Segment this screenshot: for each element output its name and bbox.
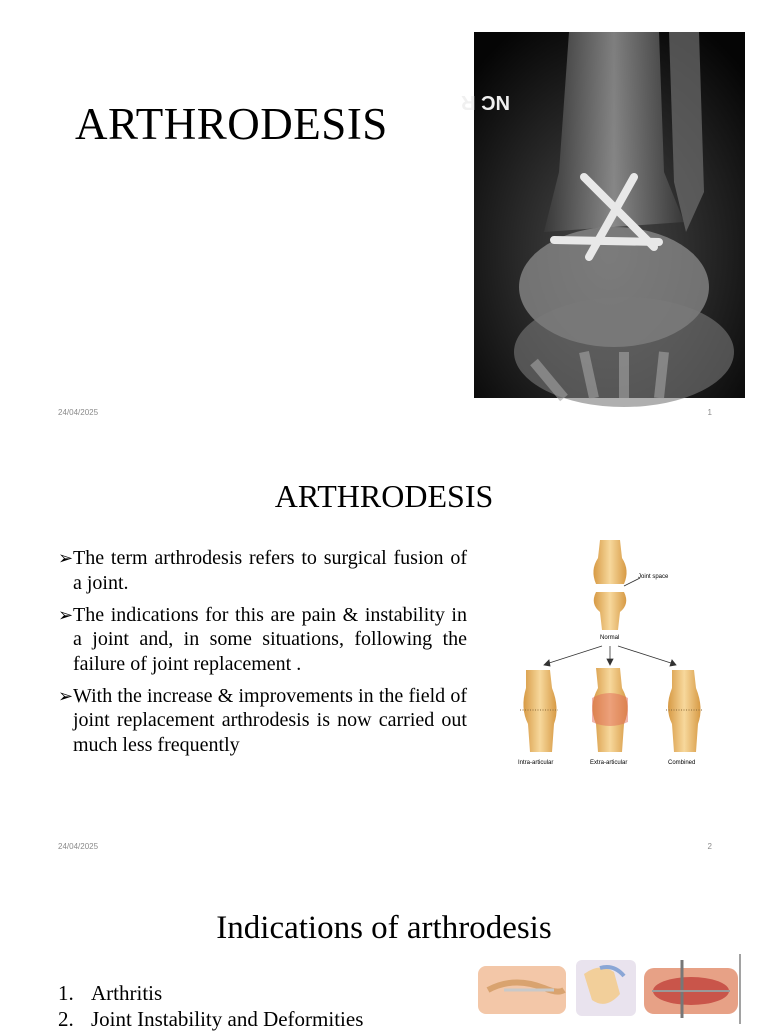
ankle-xray-image — [461, 32, 745, 398]
slide-title: Indications of arthrodesis — [216, 910, 552, 946]
slide-date: 24/04/2025 — [58, 408, 99, 417]
slide-title: ARTHRODESIS — [75, 99, 388, 149]
slide-3 — [0, 868, 768, 1031]
xray-marker: NC R — [461, 91, 510, 113]
list-item: ➢ The indications for this are pain & instability in a joint and, in some situations, following the failure of joint replacement . — [58, 603, 467, 675]
list-item: 1. Arthritis — [58, 981, 163, 1005]
surgical-images-strip — [474, 954, 742, 1024]
arrow-bullet-icon: ➢ — [58, 685, 74, 706]
slide-date: 24/04/2025 — [58, 842, 99, 851]
list-item: 2. Joint Instability and Deformities — [58, 1007, 364, 1031]
list-item: ➢ With the increase & improvements in the field of joint replacement arthrodesis is now carried out much less frequently — [58, 684, 467, 756]
label-combined: Combined — [668, 760, 696, 766]
list-item: ➢ The term arthrodesis refers to surgical fusion of a joint. — [58, 547, 467, 594]
label-normal: Normal — [600, 635, 620, 641]
label-intra-articular: Intra-articular — [518, 760, 554, 766]
indications-list — [58, 980, 363, 1032]
slide-number: 2 — [707, 842, 712, 851]
slide-1 — [0, 0, 768, 434]
label-joint-space: Joint space — [638, 574, 669, 580]
arrow-bullet-icon: ➢ — [58, 604, 74, 625]
slide-number: 1 — [707, 408, 712, 417]
slide-title: ARTHRODESIS — [274, 478, 494, 514]
bullet-list — [58, 546, 467, 765]
label-extra-articular: Extra-articular — [590, 760, 628, 766]
arrow-bullet-icon: ➢ — [58, 548, 74, 568]
slide-2 — [0, 434, 768, 868]
knee-fusion-diagram — [512, 538, 708, 772]
